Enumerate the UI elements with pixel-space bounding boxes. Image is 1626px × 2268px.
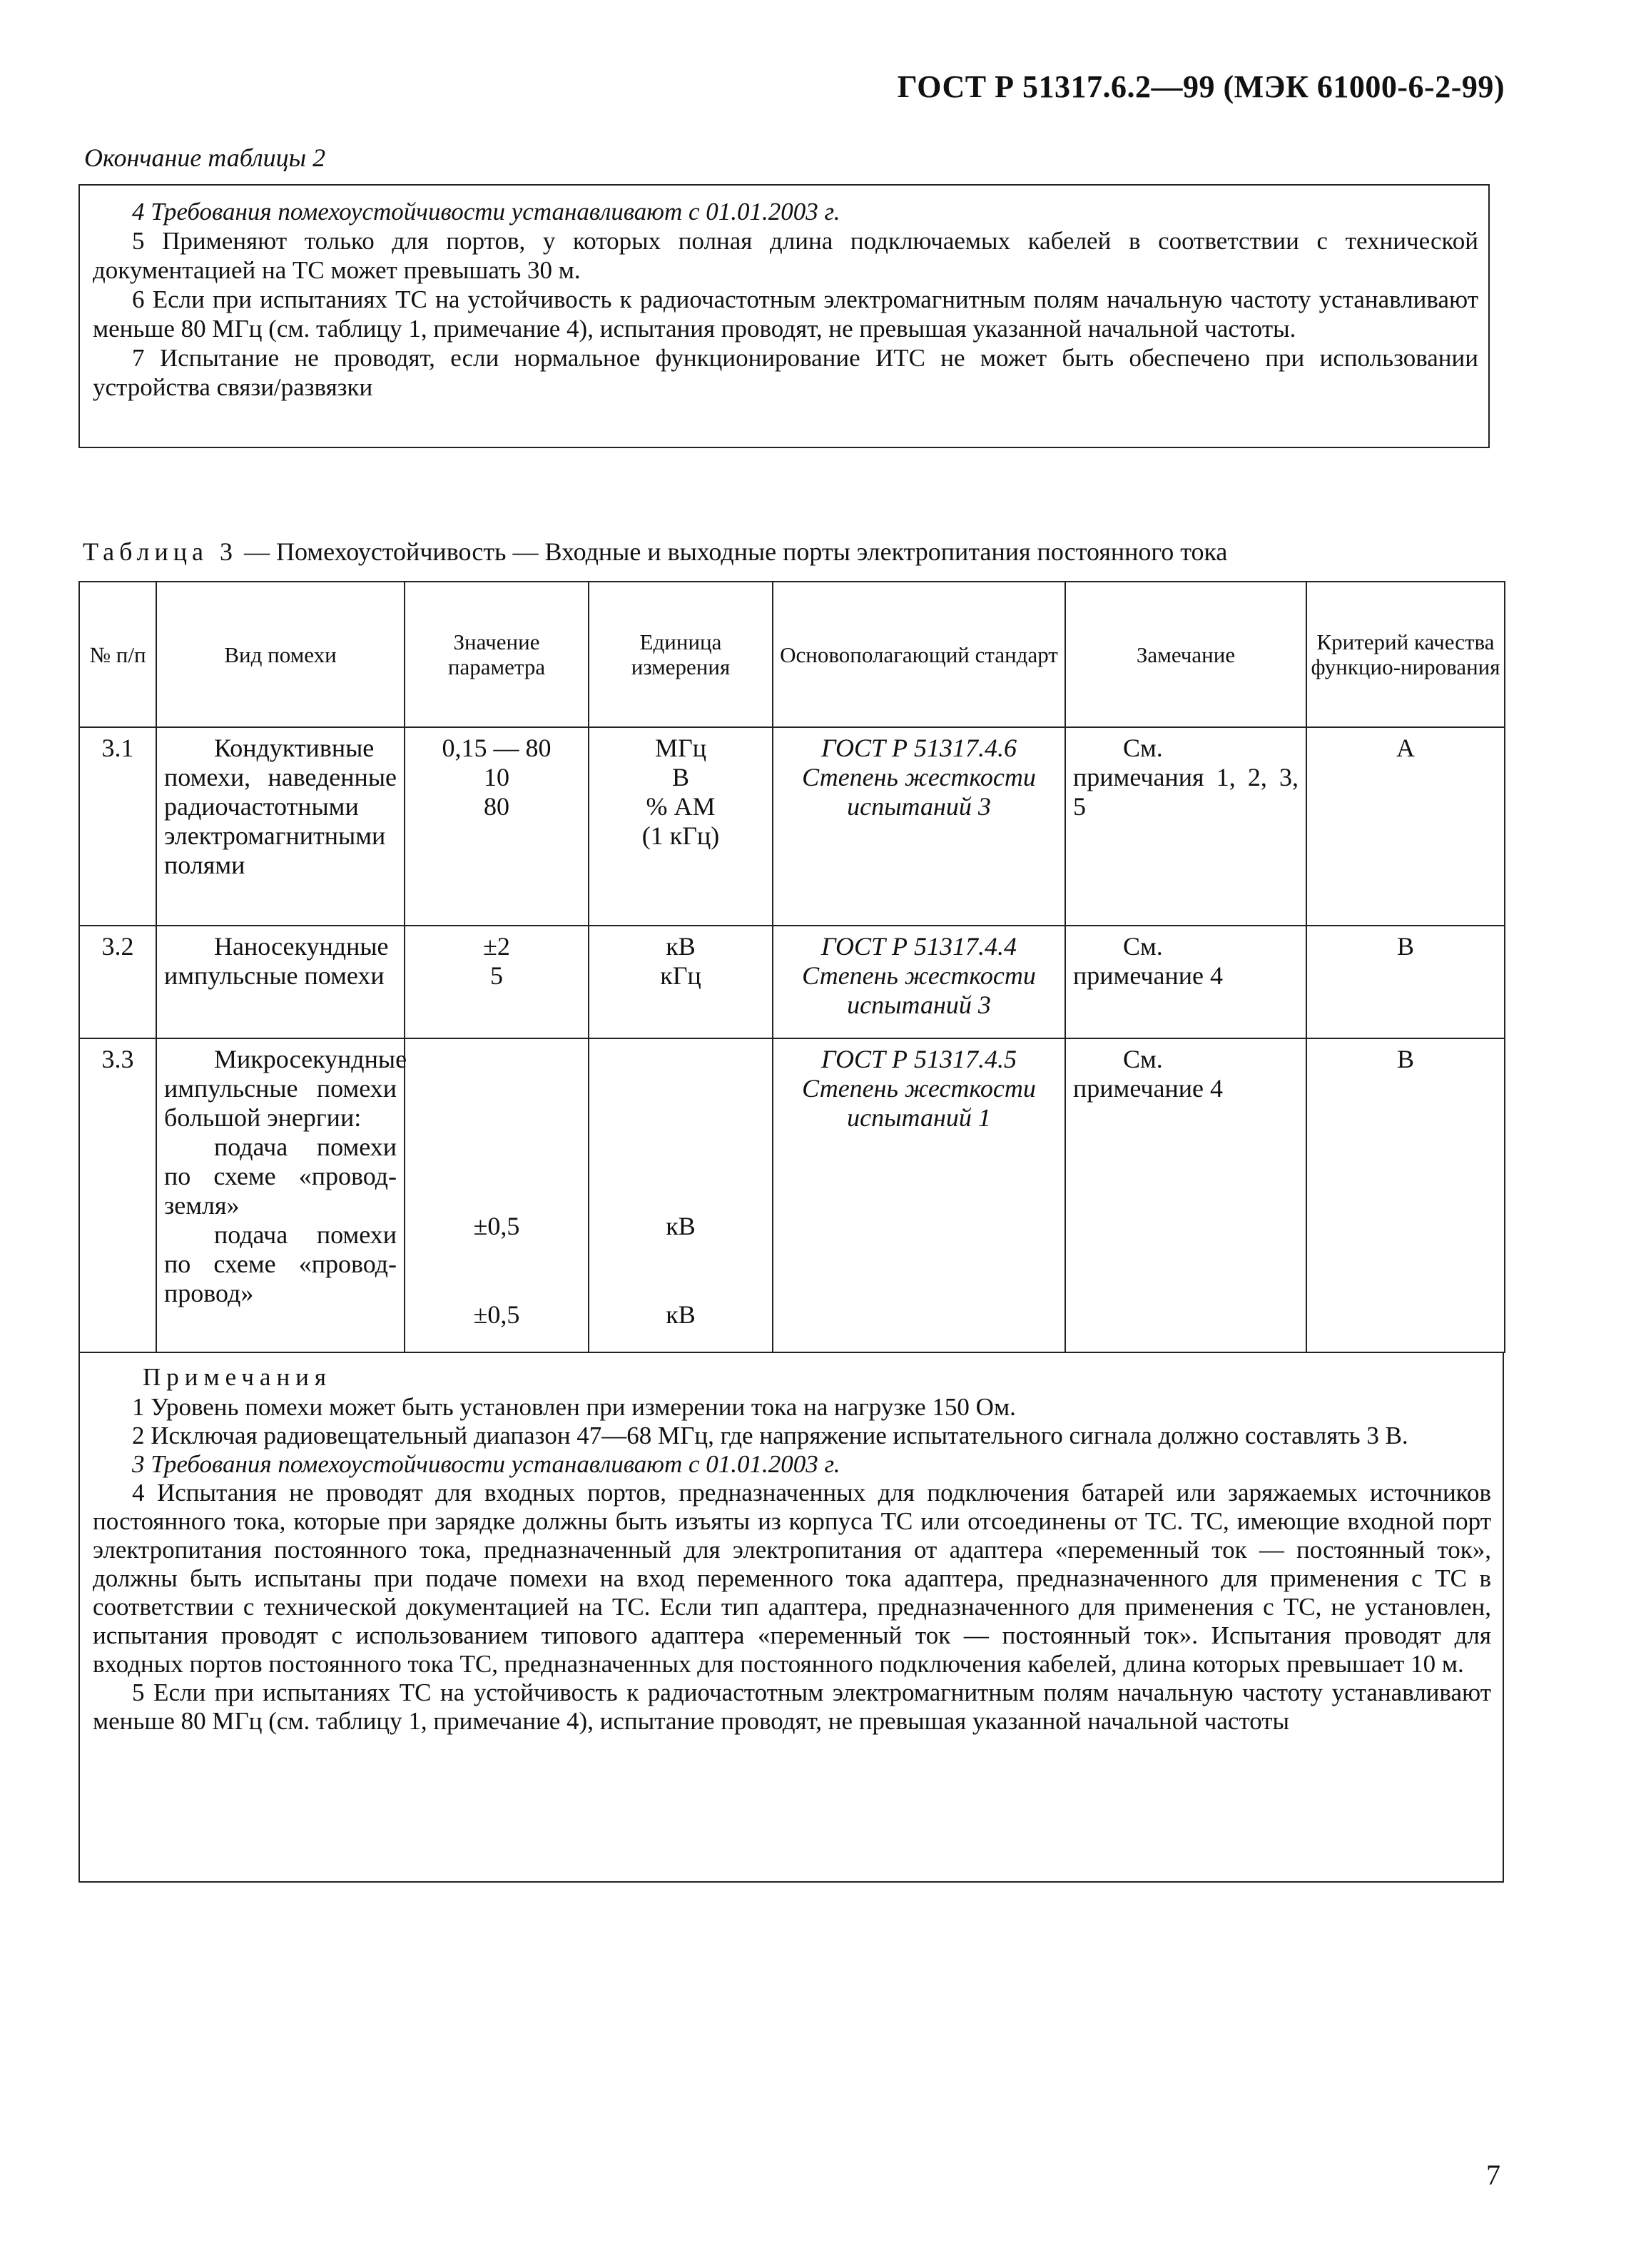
row-kind	[156, 926, 405, 1038]
row-kind-main: Микросекундные импульсные помехи большой энергии:	[164, 1045, 407, 1132]
table3-note-4: 4 Испытания не проводят для входных портов, предназначенных для подключения батарей или заряжаемых источников постоянного тока, которые при зарядке должны быть изъяты из корпуса ТС или отсоединены от ТС. ТС, имеющие входной порт электропитания постоянного тока, предназначенный для электропитания от адаптера «переменный ток — постоянный ток», должны быть испытаны при подаче помехи на вход переменного тока адаптера, предназначенного для применения с ТС в соответствии с технической документацией на ТС. Если тип адаптера, предназначенного для применения с ТС, не установлен, испытания проводят с использованием типового адаптера «переменный ток — постоянный ток». Испытания проводят для входных портов постоянного тока ТС, предназначенных для постоянного подключения кабелей, длина которых превышает 10 м.	[93, 1479, 1491, 1678]
row-num: 3.3	[79, 1038, 156, 1352]
row-criterion: В	[1306, 926, 1505, 1038]
row-remark	[1065, 926, 1306, 1038]
table-row	[79, 1038, 1505, 1352]
col-header-standard: Основополагающий стандарт	[773, 582, 1065, 727]
row-kind	[156, 727, 405, 926]
table-row	[79, 926, 1505, 1038]
table-row	[79, 727, 1505, 926]
table2-note-5: 5 Применяют только для портов, у которых полная длина подключаемых кабелей в соответствии с технической документацией на ТС может превышать 30 м.	[93, 227, 1478, 284]
table2-note-4: 4 Требования помехоустойчивости устанавливают с 01.01.2003 г.	[132, 198, 840, 226]
table2-notes-box	[78, 184, 1490, 448]
table3-header-row	[79, 582, 1505, 727]
col-header-kind: Вид помехи	[156, 582, 405, 727]
table3-notes-title: Примечания	[143, 1363, 332, 1391]
page-number: 7	[1486, 2159, 1500, 2191]
row-unit-1: кВ	[666, 1212, 696, 1240]
row-unit-2: кВ	[666, 1300, 696, 1329]
row-remark	[1065, 727, 1306, 926]
table2-note-6: 6 Если при испытаниях ТС на устойчивость к радиочастотным электромагнитным полям начальную частоту устанавливают меньше 80 МГц (см. таблицу 1, примечание 4), испытания проводят, не превышая указанной начальной частоты.	[93, 285, 1478, 343]
row-value: ±2 5	[405, 926, 589, 1038]
col-header-remark: Замечание	[1065, 582, 1306, 727]
row-standard: ГОСТ Р 51317.4.6 Степень жесткости испытаний 3	[773, 727, 1065, 926]
row-unit: МГц В % АМ (1 кГц)	[589, 727, 773, 926]
row-remark-text: См. примечание 4	[1073, 932, 1223, 990]
row-criterion: В	[1306, 1038, 1505, 1352]
row-kind	[156, 1038, 405, 1352]
table3-caption-prefix: Таблица 3	[83, 537, 238, 566]
row-criterion: А	[1306, 727, 1505, 926]
row-value-2: ±0,5	[473, 1300, 520, 1329]
table3-note-2: 2 Исключая радиовещательный диапазон 47—68 МГц, где напряжение испытательного сигнала должно составлять 3 В.	[132, 1422, 1408, 1449]
row-remark-text: См. примечания 1, 2, 3, 5	[1073, 734, 1299, 821]
row-unit	[589, 1038, 773, 1352]
row-kind-sub1: подача помехи по схеме «провод-земля»	[164, 1133, 397, 1220]
col-header-value: Значение параметра	[405, 582, 589, 727]
row-standard: ГОСТ Р 51317.4.4 Степень жесткости испытаний 3	[773, 926, 1065, 1038]
table3-note-3: 3 Требования помехоустойчивости устанавливают с 01.01.2003 г.	[132, 1450, 840, 1478]
table2-note-7: 7 Испытание не проводят, если нормальное функционирование ИТС не может быть обеспечено при использовании устройства связи/развязки	[93, 344, 1478, 401]
row-kind-text: Наносекундные импульсные помехи	[164, 932, 389, 990]
table3-note-5: 5 Если при испытаниях ТС на устойчивость к радиочастотным электромагнитным полям начальную частоту устанавливают меньше 80 МГц (см. таблицу 1, примечание 4), испытание проводят, не превышая указанной начальной частоты	[93, 1679, 1491, 1735]
row-kind-sub2: подача помехи по схеме «провод-провод»	[164, 1220, 397, 1307]
row-value-1: ±0,5	[473, 1212, 520, 1240]
row-num: 3.2	[79, 926, 156, 1038]
row-standard: ГОСТ Р 51317.4.5 Степень жесткости испытаний 1	[773, 1038, 1065, 1352]
row-value: 0,15 — 80 10 80	[405, 727, 589, 926]
table3-notes	[78, 1353, 1504, 1883]
col-header-num: № п/п	[79, 582, 156, 727]
row-remark	[1065, 1038, 1306, 1352]
table3	[78, 581, 1505, 1353]
table3-note-1: 1 Уровень помехи может быть установлен при измерении тока на нагрузке 150 Ом.	[132, 1393, 1016, 1421]
table3-caption	[83, 537, 1227, 567]
row-remark-text: См. примечание 4	[1073, 1045, 1223, 1103]
row-kind-text: Кондуктивные помехи, наведенные радиочастотными электромагнитными полями	[164, 734, 397, 879]
table2-continuation-caption: Окончание таблицы 2	[84, 143, 326, 172]
col-header-criterion: Критерий качества функцио-нирования	[1306, 582, 1505, 727]
row-unit: кВ кГц	[589, 926, 773, 1038]
standard-header: ГОСТ Р 51317.6.2—99 (МЭК 61000-6-2-99)	[897, 69, 1505, 104]
col-header-unit: Единица измерения	[589, 582, 773, 727]
row-num: 3.1	[79, 727, 156, 926]
table3-caption-text: — Помехоустойчивость — Входные и выходные порты электропитания постоянного тока	[237, 537, 1228, 566]
row-value	[405, 1038, 589, 1352]
